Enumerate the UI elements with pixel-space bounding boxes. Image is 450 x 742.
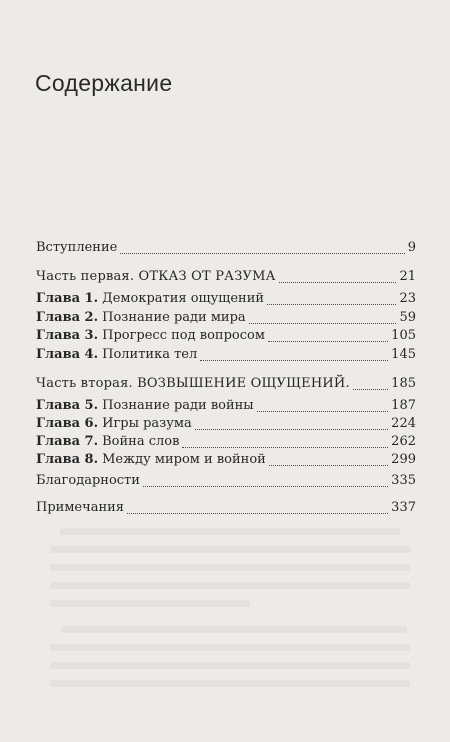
- dot-leader: [267, 292, 396, 305]
- toc-entry-label: Примечания: [36, 500, 125, 515]
- toc-entry-chapter-2[interactable]: [36, 309, 416, 327]
- toc-entry-label: Глава 5. Познание ради войны: [36, 398, 254, 413]
- toc-entry-chapter-8[interactable]: [36, 451, 416, 469]
- toc-entry-chapter-3[interactable]: [36, 327, 416, 345]
- page-title: Содержание: [35, 70, 173, 96]
- toc-entry-label: Глава 2. Познание ради мира: [36, 310, 246, 325]
- toc-entry-part-2[interactable]: [36, 375, 416, 393]
- show-through-line: [50, 600, 250, 607]
- toc-entry-label: Глава 3. Прогресс под вопросом: [36, 328, 265, 343]
- toc-entry-chapter-7[interactable]: [36, 433, 416, 451]
- dot-leader: [353, 377, 388, 390]
- toc-entry-label: Благодарности: [36, 473, 140, 488]
- toc-entry-label: Глава 7. Война слов: [36, 434, 180, 449]
- toc-entry-page: 59: [399, 310, 416, 325]
- toc-entry-chapter-5[interactable]: [36, 397, 416, 415]
- show-through-line: [60, 528, 400, 535]
- toc-entry-notes[interactable]: [36, 499, 416, 517]
- toc-entry-page: 224: [391, 416, 416, 431]
- dot-leader: [257, 399, 389, 412]
- toc-entry-page: 21: [399, 269, 416, 284]
- toc-entry-page: 145: [391, 347, 416, 362]
- show-through-line: [50, 662, 410, 669]
- toc-entry-chapter-1[interactable]: [36, 290, 416, 308]
- toc-entry-part-1[interactable]: [36, 268, 416, 286]
- dot-leader: [120, 241, 404, 254]
- toc-entry-page: 9: [407, 240, 416, 255]
- dot-leader: [269, 453, 388, 466]
- toc-entry-page: 23: [399, 291, 416, 306]
- show-through-line: [50, 582, 410, 589]
- toc-entry-page: 262: [391, 434, 416, 449]
- dot-leader: [143, 474, 388, 487]
- toc-entry-label: Глава 4. Политика тел: [36, 347, 198, 362]
- show-through-line: [50, 680, 410, 687]
- show-through-line: [62, 626, 407, 633]
- toc-entry-label: Часть первая. ОТКАЗ ОТ РАЗУМА: [36, 269, 276, 284]
- toc-entry-label: Вступление: [36, 240, 118, 255]
- toc-entry-intro[interactable]: [36, 239, 416, 257]
- show-through-line: [50, 546, 410, 553]
- toc-entry-chapter-4[interactable]: [36, 346, 416, 364]
- dot-leader: [249, 311, 397, 324]
- toc-entry-page: 105: [391, 328, 416, 343]
- dot-leader: [200, 348, 388, 361]
- toc-entry-page: 335: [391, 473, 416, 488]
- toc-entry-page: 185: [391, 376, 416, 391]
- dot-leader: [127, 501, 388, 514]
- show-through-line: [50, 644, 410, 651]
- dot-leader: [268, 329, 388, 342]
- toc-entry-chapter-6[interactable]: [36, 415, 416, 433]
- toc-entry-label: Глава 6. Игры разума: [36, 416, 192, 431]
- toc-entry-page: 299: [391, 452, 416, 467]
- toc-entry-label: Часть вторая. ВОЗВЫШЕНИЕ ОЩУЩЕНИЙ.: [36, 376, 350, 391]
- show-through-line: [50, 564, 410, 571]
- dot-leader: [182, 435, 388, 448]
- dot-leader: [195, 417, 388, 430]
- toc-entry-label: Глава 8. Между миром и войной: [36, 452, 266, 467]
- toc-entry-label: Глава 1. Демократия ощущений: [36, 291, 265, 306]
- toc-entry-page: 187: [391, 398, 416, 413]
- toc-entry-page: 337: [391, 500, 416, 515]
- dot-leader: [279, 270, 397, 283]
- toc-entry-acknowledgements[interactable]: [36, 472, 416, 490]
